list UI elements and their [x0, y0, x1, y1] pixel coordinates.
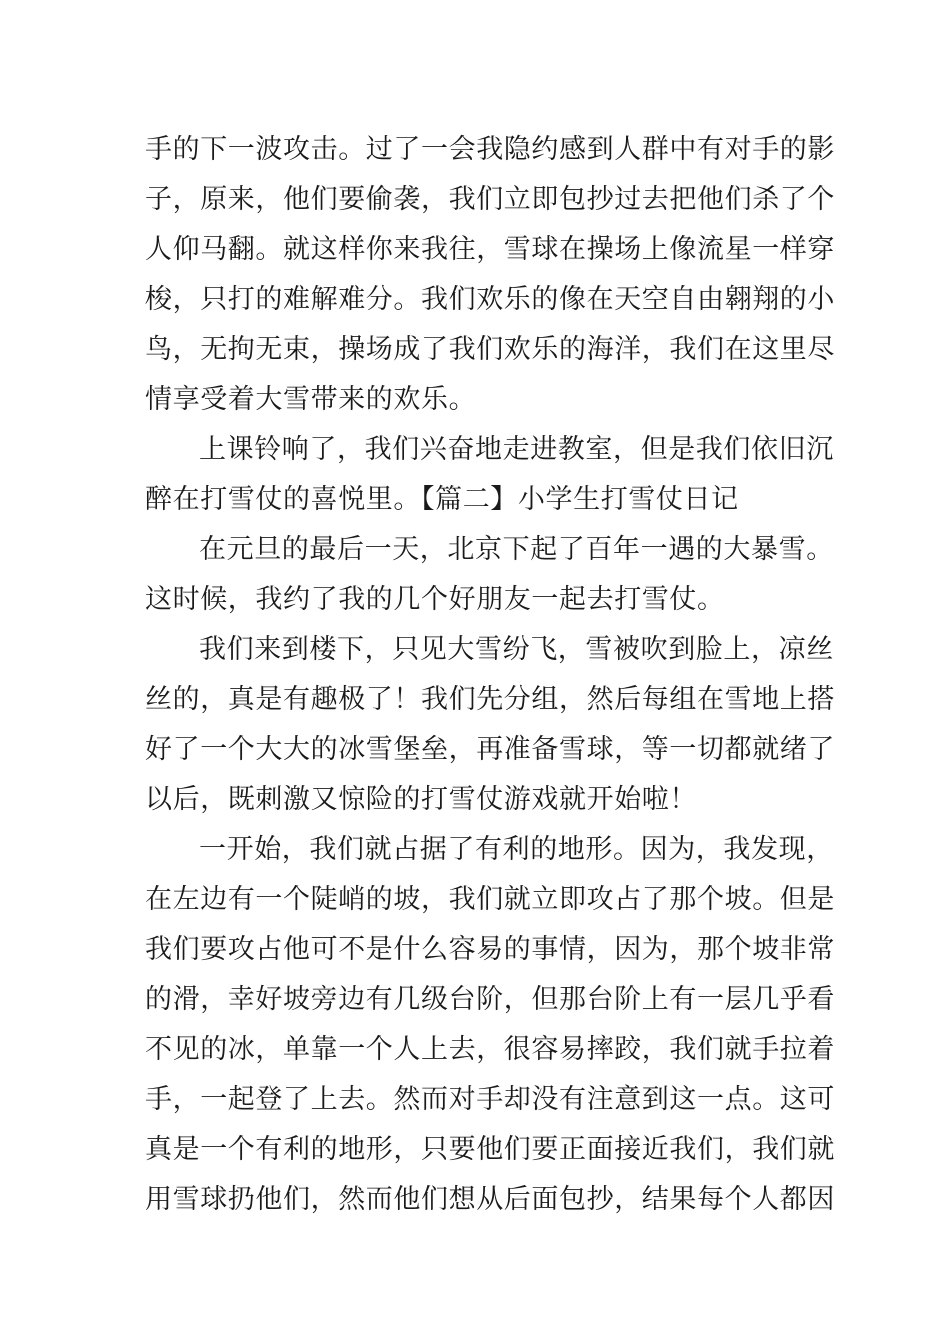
- text-line: 人仰马翻。就这样你来我往，雪球在操场上像流星一样穿: [145, 234, 835, 265]
- paragraph-first-line: 一开始，我们就占据了有利的地形。因为，我发现，: [199, 834, 834, 865]
- text-line: 的滑，幸好坡旁边有几级台阶，但那台阶上有一层几乎看: [145, 984, 835, 1015]
- paragraph-first-line: 在元旦的最后一天，北京下起了百年一遇的大暴雪。: [199, 534, 834, 565]
- text-line: 丝的，真是有趣极了！我们先分组，然后每组在雪地上搭: [145, 684, 835, 715]
- text-line: 以后，既刺激又惊险的打雪仗游戏就开始啦！: [145, 784, 697, 815]
- text-line: 手，一起登了上去。然而对手却没有注意到这一点。这可: [145, 1084, 835, 1115]
- text-line: 我们要攻占他可不是什么容易的事情，因为，那个坡非常: [145, 934, 835, 965]
- text-line: 这时候，我约了我的几个好朋友一起去打雪仗。: [145, 584, 725, 615]
- text-line: 子，原来，他们要偷袭，我们立即包抄过去把他们杀了个: [145, 184, 835, 215]
- text-line: 在左边有一个陡峭的坡，我们就立即攻占了那个坡。但是: [145, 884, 835, 915]
- text-line: 鸟，无拘无束，操场成了我们欢乐的海洋，我们在这里尽: [145, 334, 835, 365]
- text-line: 醉在打雪仗的喜悦里。【篇二】小学生打雪仗日记: [145, 484, 739, 515]
- text-line: 情享受着大雪带来的欢乐。: [145, 384, 477, 415]
- paragraph-first-line: 我们来到楼下，只见大雪纷飞，雪被吹到脸上，凉丝: [199, 634, 834, 665]
- text-line: 好了一个大大的冰雪堡垒，再准备雪球，等一切都就绪了: [145, 734, 835, 765]
- text-line: 真是一个有利的地形，只要他们要正面接近我们，我们就: [145, 1134, 835, 1165]
- text-line: 手的下一波攻击。过了一会我隐约感到人群中有对手的影: [145, 134, 835, 165]
- paragraph-first-line: 上课铃响了，我们兴奋地走进教室，但是我们依旧沉: [199, 434, 834, 465]
- text-line: 梭，只打的难解难分。我们欢乐的像在天空自由翱翔的小: [145, 284, 835, 315]
- text-line: 不见的冰，单靠一个人上去，很容易摔跤，我们就手拉着: [145, 1034, 835, 1065]
- text-line: 用雪球扔他们，然而他们想从后面包抄，结果每个人都因: [145, 1184, 835, 1215]
